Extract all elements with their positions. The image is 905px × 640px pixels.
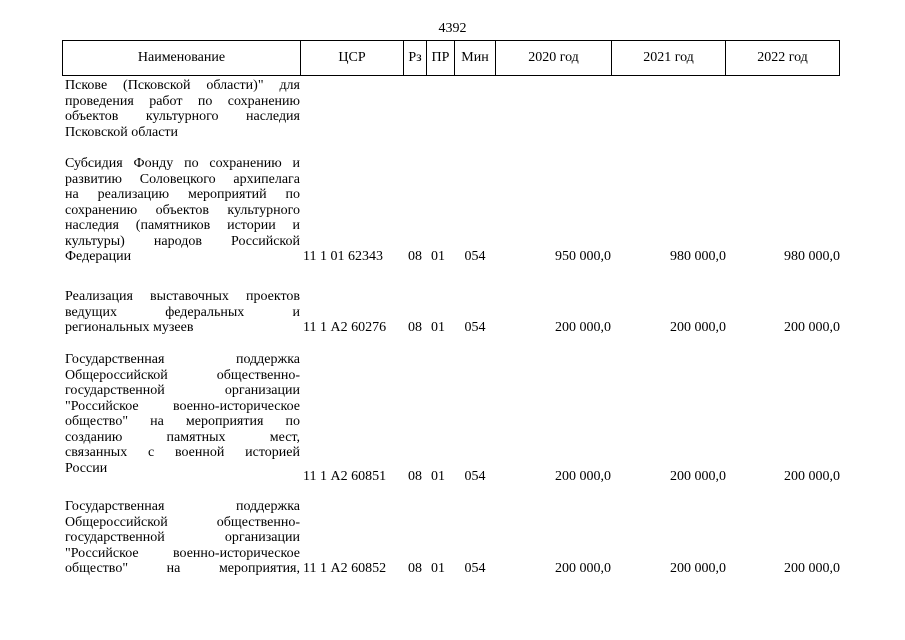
row-value-2020: 950 000,0 (555, 249, 611, 264)
row-value-2021: 980 000,0 (670, 249, 726, 264)
row-name-line: государственной организации (65, 383, 300, 398)
row-min: 054 (464, 469, 486, 484)
row-value-2021: 200 000,0 (670, 469, 726, 484)
row-min: 054 (464, 320, 486, 335)
row-name-line: России (65, 460, 108, 476)
row-name-line: объектов культурного наследия (65, 109, 300, 124)
header-2020: 2020 год (496, 41, 612, 75)
table-header (62, 40, 840, 76)
row-name-line: Федерации (65, 249, 132, 264)
row-value-2020: 200 000,0 (555, 320, 611, 335)
row-name-line: проведения работ по сохранению (65, 93, 300, 109)
row-name-line: региональных музеев (65, 320, 194, 335)
row-value-2021: 200 000,0 (670, 320, 726, 335)
row-name-line: Государственная поддержка (65, 499, 300, 514)
row-value-2022: 200 000,0 (784, 561, 840, 576)
row-name (65, 352, 300, 476)
header-rz: Рз (404, 41, 427, 75)
header-2022: 2022 год (757, 50, 808, 65)
row-name (65, 156, 300, 265)
row-name-line: государственной организации (65, 530, 300, 545)
row-pr: 01 (431, 561, 445, 576)
row-name-line: наследия (памятников истории и (65, 218, 300, 233)
row-name-line: Государственная поддержка (65, 352, 300, 367)
page-number: 4392 (438, 21, 467, 36)
header-2021: 2021 год (612, 41, 726, 75)
row-name-line: Субсидия Фонду по сохранению и (65, 156, 300, 171)
row-name-line: на реализацию мероприятий по (65, 187, 300, 202)
row-name-line: Псковской области (65, 124, 179, 140)
row-name-line: культуры) народов Российской (65, 233, 300, 249)
row-name-line: Пскове (Псковской области)" для (65, 78, 300, 93)
row-name-line: общество" на мероприятия, (65, 561, 300, 576)
row-pr: 01 (431, 249, 445, 264)
row-name-line: развитию Соловецкого архипелага (65, 171, 300, 187)
header-csr: ЦСР (301, 41, 404, 75)
row-name-line: созданию памятных мест, (65, 429, 300, 445)
row-name-line: "Российское военно-историческое (65, 545, 300, 561)
row-value-2022: 980 000,0 (784, 249, 840, 264)
row-rz: 08 (408, 561, 422, 576)
row-name-line: Общероссийской общественно- (65, 367, 300, 383)
row-name-line: "Российское военно-историческое (65, 398, 300, 414)
row-name (65, 289, 300, 336)
row-value-2020: 200 000,0 (555, 561, 611, 576)
row-name-line: ведущих федеральных и (65, 304, 300, 320)
row-name-line: сохранению объектов культурного (65, 202, 300, 218)
row-min: 054 (464, 561, 486, 576)
row-csr: 11 1 01 62343 (303, 249, 383, 264)
row-name-line: связанных с военной историей (65, 445, 300, 460)
row-rz: 08 (408, 469, 422, 484)
row-value-2021: 200 000,0 (670, 561, 726, 576)
row-rz: 08 (408, 249, 422, 264)
row-value-2022: 200 000,0 (784, 320, 840, 335)
row-pr: 01 (431, 469, 445, 484)
header-name: Наименование (63, 41, 301, 75)
row-name-line: Общероссийской общественно- (65, 514, 300, 530)
header-min: Мин (455, 41, 496, 75)
row-value-2020: 200 000,0 (555, 469, 611, 484)
row-name-line: общество" на мероприятия по (65, 414, 300, 429)
row-csr: 11 1 А2 60851 (303, 469, 387, 484)
row-csr: 11 1 А2 60852 (303, 561, 387, 576)
row-min: 054 (464, 249, 486, 264)
row-name-line: Реализация выставочных проектов (65, 289, 300, 304)
row-csr: 11 1 А2 60276 (303, 320, 387, 335)
row-rz: 08 (408, 320, 422, 335)
row-pr: 01 (431, 320, 445, 335)
row-value-2022: 200 000,0 (784, 469, 840, 484)
header-pr: ПР (427, 41, 455, 75)
row-name (65, 499, 300, 577)
row-name (65, 78, 300, 140)
